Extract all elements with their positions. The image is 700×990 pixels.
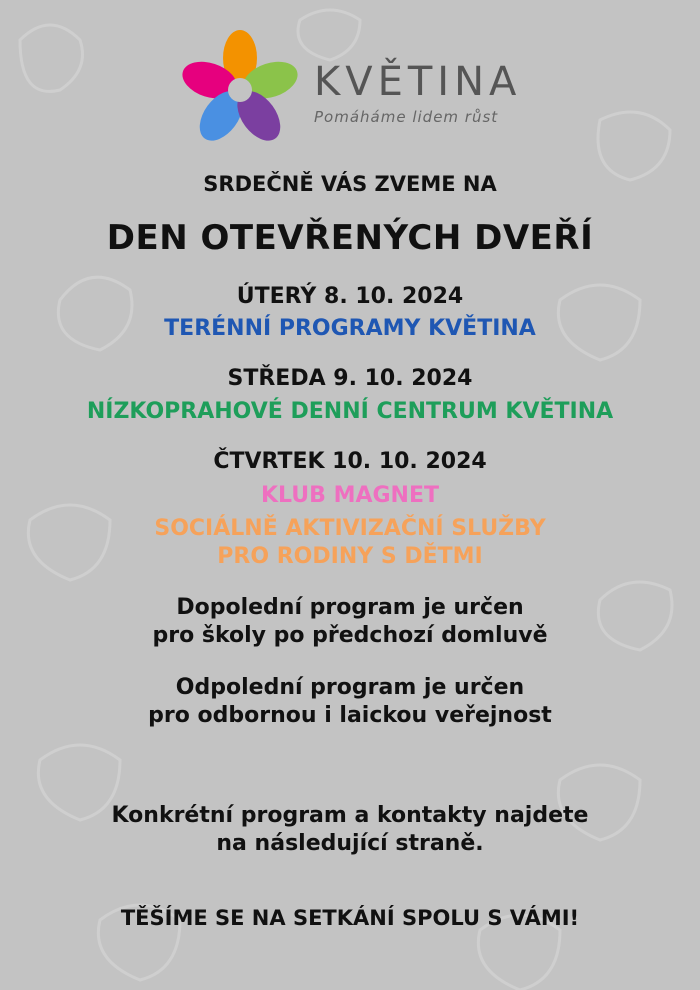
day-3-program-2-text: SOCIÁLNĚ AKTIVIZAČNÍ SLUŽBY PRO RODINY S DĚTMI xyxy=(154,516,546,569)
contacts-info-line-2: na následující straně. xyxy=(216,831,484,856)
closing-text: TĚŠÍME SE NA SETKÁNÍ SPOLU S VÁMI! xyxy=(120,906,580,930)
contacts-info-line-1: Konkrétní program a kontakty najdete xyxy=(111,803,589,828)
logo-tagline: Pomáháme lidem růst xyxy=(314,108,499,126)
day-3-date: ČTVRTEK 10. 10. 2024 xyxy=(213,449,487,474)
invite-text: SRDEČNĚ VÁS ZVEME NA xyxy=(203,172,497,196)
day-3-program-2 xyxy=(0,515,700,571)
flower-hands-icon xyxy=(178,30,302,150)
morning-info-line-1: Dopolední program je určen xyxy=(176,595,524,620)
morning-info-line-2: pro školy po předchozí domluvě xyxy=(152,623,548,648)
morning-info xyxy=(0,594,700,650)
day-1-date: ÚTERÝ 8. 10. 2024 xyxy=(236,284,464,309)
day-2-date: STŘEDA 9. 10. 2024 xyxy=(227,366,473,391)
day-1-program: TERÉNNÍ PROGRAMY KVĚTINA xyxy=(164,316,536,341)
contacts-info xyxy=(0,802,700,858)
day-2-program: NÍZKOPRAHOVÉ DENNÍ CENTRUM KVĚTINA xyxy=(86,399,614,424)
event-title: DEN OTEVŘENÝCH DVEŘÍ xyxy=(106,218,594,258)
afternoon-info-line-2: pro odbornou i laickou veřejnost xyxy=(148,703,552,728)
kvetina-logo xyxy=(178,30,538,150)
afternoon-info xyxy=(0,674,700,730)
logo-name: KVĚTINA xyxy=(314,59,522,105)
afternoon-info-line-1: Odpolední program je určen xyxy=(175,675,525,700)
day-3-program-1: KLUB MAGNET xyxy=(261,483,439,508)
